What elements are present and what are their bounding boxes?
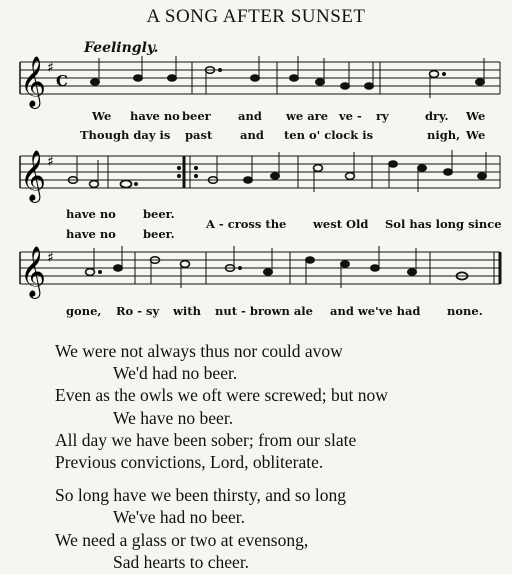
staff-system-1 — [0, 56, 512, 116]
lyric-syllable: beer. — [143, 207, 175, 221]
lyric-syllable: ve - — [339, 109, 362, 123]
lyric-syllable: We — [466, 109, 486, 123]
lyric-syllable: and we've had — [330, 304, 421, 318]
poem-line: Previous convictions, Lord, obliterate. — [55, 452, 324, 473]
lyric-syllable: A - cross the — [206, 217, 287, 231]
lyric-syllable: and — [238, 109, 262, 123]
lyric-syllable: west Old — [313, 217, 369, 231]
svg-text:♯: ♯ — [47, 250, 54, 266]
lyric-syllable: nigh, — [427, 128, 461, 142]
treble-clef-icon: 𝄞 — [20, 150, 47, 201]
lyric-syllable: beer — [182, 109, 211, 123]
lyric-syllable: ry — [376, 109, 389, 123]
poem-line: All day we have been sober; from our slate — [55, 429, 357, 450]
lyric-syllable: gone, — [66, 304, 102, 318]
poem-line: We were not always thus nor could avow — [55, 341, 343, 361]
lyric-syllable: Though day is — [80, 128, 171, 142]
lyric-syllable: ten o' clock is — [284, 128, 374, 142]
staff-system-2 — [0, 150, 512, 210]
lyric-syllable: beer. — [143, 227, 175, 241]
lyric-syllable: past — [185, 128, 213, 142]
lyric-syllable: have no — [130, 109, 180, 123]
poem-line: We'd had no beer. — [113, 363, 238, 384]
svg-text:C: C — [56, 72, 68, 90]
treble-clef-icon: 𝄞 — [20, 56, 47, 107]
poem-verses — [55, 340, 388, 573]
lyric-syllable: with — [173, 304, 201, 318]
poem-line: Even as the owls we oft were screwed; but now — [55, 385, 388, 406]
lyrics-system-3 — [0, 304, 512, 318]
svg-text:♯: ♯ — [47, 154, 54, 170]
lyric-syllable: nut - brown ale — [215, 304, 313, 318]
lyrics-system-1-verse-2 — [0, 128, 512, 142]
svg-text:♯: ♯ — [47, 60, 54, 76]
tempo-marking: Feelingly. — [84, 40, 159, 56]
lyric-syllable: have no — [66, 227, 116, 241]
lyric-syllable: we are — [286, 109, 329, 123]
lyric-syllable: We — [466, 128, 486, 142]
lyric-syllable: Ro - sy — [116, 304, 160, 318]
lyric-syllable: have no — [66, 207, 116, 221]
song-title: A SONG AFTER SUNSET — [146, 6, 366, 27]
staff-system-3 — [0, 246, 512, 306]
lyrics-system-2-verse-2 — [0, 227, 512, 241]
poem-line: We've had no beer. — [113, 507, 245, 528]
lyric-syllable: Sol has long since — [385, 217, 502, 231]
lyrics-system-1-verse-1 — [0, 109, 512, 123]
poem-line: We need a glass or two at evensong, — [55, 529, 309, 550]
lyric-syllable: We — [92, 109, 112, 123]
stanza-gap — [55, 473, 388, 484]
lyrics-system-2-verse-1 — [0, 207, 512, 231]
lyric-syllable: dry. — [425, 109, 449, 123]
poem-line: So long have we been thirsty, and so long — [55, 485, 346, 506]
lyric-syllable: none. — [447, 304, 483, 318]
treble-clef-icon: 𝄞 — [20, 246, 47, 297]
lyric-syllable: and — [240, 128, 264, 142]
poem-line: We have no beer. — [113, 407, 234, 428]
poem-line: Sad hearts to cheer. — [113, 551, 250, 572]
